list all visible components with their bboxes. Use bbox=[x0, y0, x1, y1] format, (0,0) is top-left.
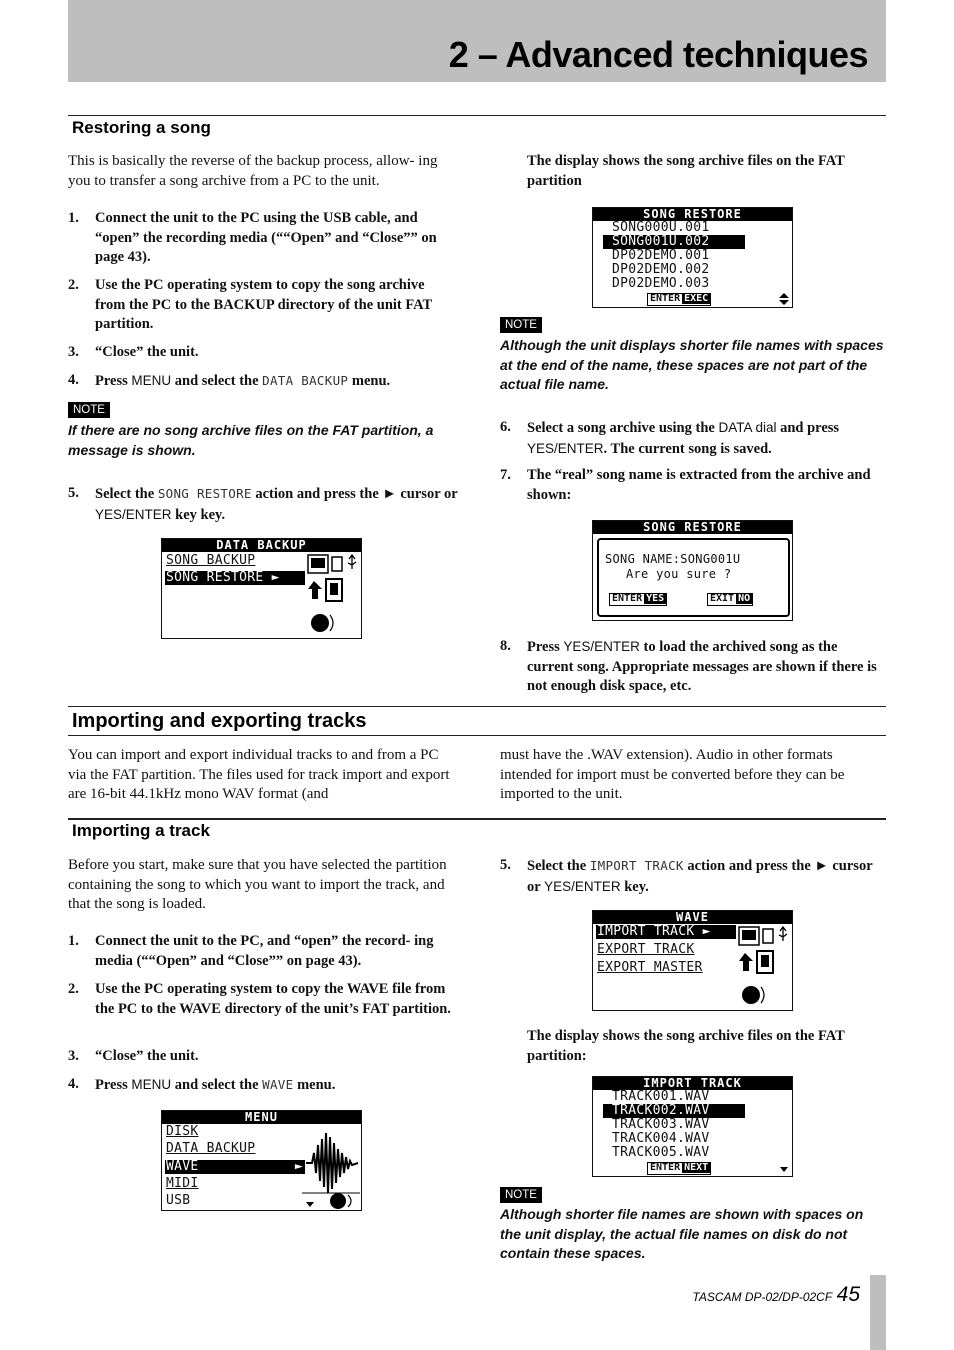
lcd-dialog-question: Are you sure ? bbox=[626, 567, 732, 581]
lcd-menu-item-selected: IMPORT TRACK ► bbox=[596, 925, 736, 939]
importing-step-5 bbox=[500, 856, 886, 896]
lcd-list-item: DP02DEMO.003 bbox=[612, 276, 710, 291]
step-number: 6. bbox=[500, 419, 511, 435]
step-text: “Close” the unit. bbox=[95, 344, 199, 360]
restoring-step-4 bbox=[68, 371, 458, 391]
step-text: Press MENU and select the WAVE menu. bbox=[95, 1077, 336, 1093]
lcd-menu-item: USB bbox=[166, 1193, 191, 1208]
lcd-title: MENU bbox=[162, 1111, 361, 1124]
section-rule bbox=[68, 706, 886, 707]
step-number: 3. bbox=[68, 344, 79, 360]
note-text: Although shorter file names are shown with spaces on the unit display, the actual file names on disk do not contain these spaces. bbox=[500, 1206, 864, 1261]
lcd-menu-item: EXPORT TRACK bbox=[597, 942, 695, 957]
section-rule bbox=[68, 818, 886, 820]
restoring-step-8 bbox=[500, 637, 886, 697]
restoring-step-5 bbox=[68, 484, 458, 524]
lcd-list-item: DP02DEMO.002 bbox=[612, 262, 710, 277]
importing-step-3 bbox=[68, 1047, 458, 1067]
step-text: Select the IMPORT TRACK action and press the ► cursor or YES/ENTER key. bbox=[527, 858, 873, 895]
restoring-step-1 bbox=[68, 209, 458, 269]
restoring-step-3 bbox=[68, 343, 458, 363]
importing-display-intro: The display shows the song archive files on the FAT partition: bbox=[527, 1028, 845, 1064]
step-number: 2. bbox=[68, 277, 79, 293]
importing-step-1 bbox=[68, 932, 458, 972]
restoring-display-intro: The display shows the song archive files on the FAT partition bbox=[527, 153, 845, 189]
lcd-dialog-song-name: SONG NAME:SONG001U bbox=[605, 552, 741, 566]
page-footer bbox=[692, 1283, 860, 1307]
lcd-list-item: TRACK004.WAV bbox=[612, 1131, 710, 1146]
lcd-title: SONG RESTORE bbox=[593, 208, 792, 221]
lcd-list-item: DP02DEMO.001 bbox=[612, 248, 710, 263]
step-number: 3. bbox=[68, 1048, 79, 1064]
scroll-down-icon bbox=[779, 1166, 789, 1174]
step-text: Select a song archive using the DATA dial and press YES/ENTER. The current song is saved. bbox=[527, 420, 840, 457]
restoring-step-2 bbox=[68, 276, 458, 336]
usb-transfer-icon bbox=[304, 553, 360, 637]
step-text: Connect the unit to the PC, and “open” the record- ing media (““Open” and “Close”” on page 43). bbox=[95, 933, 434, 969]
import-export-para-right: must have the .WAV extension). Audio in other formats intended for import must be converted before they can be imported to the unit. bbox=[500, 747, 845, 802]
step-number: 5. bbox=[500, 857, 511, 873]
lcd-menu-item: DISK bbox=[166, 1124, 199, 1139]
note-label: NOTE bbox=[500, 317, 542, 333]
lcd-menu-item-selected: WAVE ► bbox=[166, 1159, 303, 1174]
lcd-title: WAVE bbox=[593, 911, 792, 924]
note-label: NOTE bbox=[68, 402, 110, 418]
lcd-title: SONG RESTORE bbox=[593, 521, 792, 534]
scroll-down-icon bbox=[305, 1201, 315, 1209]
lcd-import-track-list bbox=[592, 1076, 793, 1177]
step-text: Press MENU and select the DATA BACKUP menu. bbox=[95, 373, 391, 389]
page-edge-tab bbox=[870, 1275, 886, 1350]
importing-intro: Before you start, make sure that you have selected the partition containing the song to which you want to import the track, and that the song is loaded. bbox=[68, 857, 447, 912]
lcd-softkey: ENTER EXEC bbox=[647, 293, 711, 306]
section-rule bbox=[68, 735, 886, 736]
product-name: TASCAM DP-02/DP-02CF bbox=[692, 1290, 833, 1304]
importing-step-2 bbox=[68, 980, 458, 1040]
scroll-arrows-icon bbox=[777, 292, 791, 306]
note-label: NOTE bbox=[500, 1187, 542, 1203]
lcd-menu bbox=[161, 1110, 362, 1211]
lcd-softkey-yes: ENTER YES bbox=[609, 593, 667, 606]
step-number: 4. bbox=[68, 1076, 79, 1092]
section-heading-restoring: Restoring a song bbox=[72, 118, 211, 137]
restoring-step-7 bbox=[500, 466, 886, 506]
lcd-data-backup bbox=[161, 538, 362, 639]
step-number: 2. bbox=[68, 981, 79, 997]
lcd-list-item: TRACK003.WAV bbox=[612, 1117, 710, 1132]
import-export-para-left: You can import and export individual tracks to and from a PC via the FAT partition. The files used for track import and export are 16-bit 44.1kHz mono WAV format (and bbox=[68, 747, 450, 802]
step-number: 1. bbox=[68, 210, 79, 226]
step-text: Use the PC operating system to copy the song archive from the PC to the BACKUP directory of the unit FAT partition. bbox=[95, 277, 432, 332]
lcd-list-item: TRACK005.WAV bbox=[612, 1145, 710, 1160]
lcd-song-restore-confirm bbox=[592, 520, 793, 621]
step-text: Press YES/ENTER to load the archived song as the current song. Appropriate messages are shown if there is not enough disk space, etc. bbox=[527, 639, 877, 694]
lcd-softkey: ENTER NEXT bbox=[647, 1162, 711, 1175]
restoring-step-6 bbox=[500, 418, 886, 458]
step-text: “Close” the unit. bbox=[95, 1048, 199, 1064]
step-text: Connect the unit to the PC using the USB cable, and “open” the recording media (““Open” and “Close”” on page 43). bbox=[95, 210, 437, 265]
lcd-title: IMPORT TRACK bbox=[593, 1077, 792, 1090]
lcd-list-item: SONG000U.001 bbox=[612, 220, 710, 235]
lcd-song-restore-list bbox=[592, 207, 793, 308]
page-number: 45 bbox=[836, 1283, 860, 1306]
lcd-title: DATA BACKUP bbox=[162, 539, 361, 552]
section-heading-importing: Importing a track bbox=[72, 821, 210, 840]
lcd-menu-item-selected: SONG RESTORE ► bbox=[165, 571, 305, 585]
step-text: Use the PC operating system to copy the WAVE file from the PC to the WAVE directory of the unit’s FAT partition. bbox=[95, 981, 451, 1017]
section-rule bbox=[68, 115, 886, 116]
note-text: If there are no song archive files on the FAT partition, a message is shown. bbox=[68, 422, 434, 458]
step-number: 4. bbox=[68, 372, 79, 388]
step-number: 8. bbox=[500, 638, 511, 654]
lcd-menu-item: MIDI bbox=[166, 1176, 199, 1191]
note-text: Although the unit displays shorter file names with spaces at the end of the name, these spaces are not part of the actual file name. bbox=[500, 337, 884, 392]
importing-step-4 bbox=[68, 1075, 458, 1095]
step-number: 7. bbox=[500, 467, 511, 483]
usb-transfer-icon bbox=[735, 925, 791, 1009]
step-text: The “real” song name is extracted from the archive and shown: bbox=[527, 467, 871, 503]
step-number: 1. bbox=[68, 933, 79, 949]
chapter-title: 2 – Advanced techniques bbox=[448, 34, 868, 75]
section-heading-import-export: Importing and exporting tracks bbox=[72, 710, 367, 732]
step-text: Select the SONG RESTORE action and press the ► cursor or YES/ENTER key key. bbox=[95, 486, 458, 523]
lcd-list-item: TRACK001.WAV bbox=[612, 1089, 710, 1104]
lcd-menu-item: SONG BACKUP bbox=[166, 553, 256, 568]
lcd-list-item-selected: TRACK002.WAV bbox=[603, 1104, 745, 1118]
step-number: 5. bbox=[68, 485, 79, 501]
lcd-softkey-no: EXIT NO bbox=[707, 593, 753, 606]
lcd-menu-item: EXPORT MASTER bbox=[597, 960, 703, 975]
lcd-wave bbox=[592, 910, 793, 1011]
lcd-menu-item: DATA BACKUP bbox=[166, 1141, 256, 1156]
restoring-intro: This is basically the reverse of the backup process, allow- ing you to transfer a song archive from a PC to the unit. bbox=[68, 153, 438, 189]
lcd-list-item-selected: SONG001U.002 bbox=[603, 235, 745, 249]
